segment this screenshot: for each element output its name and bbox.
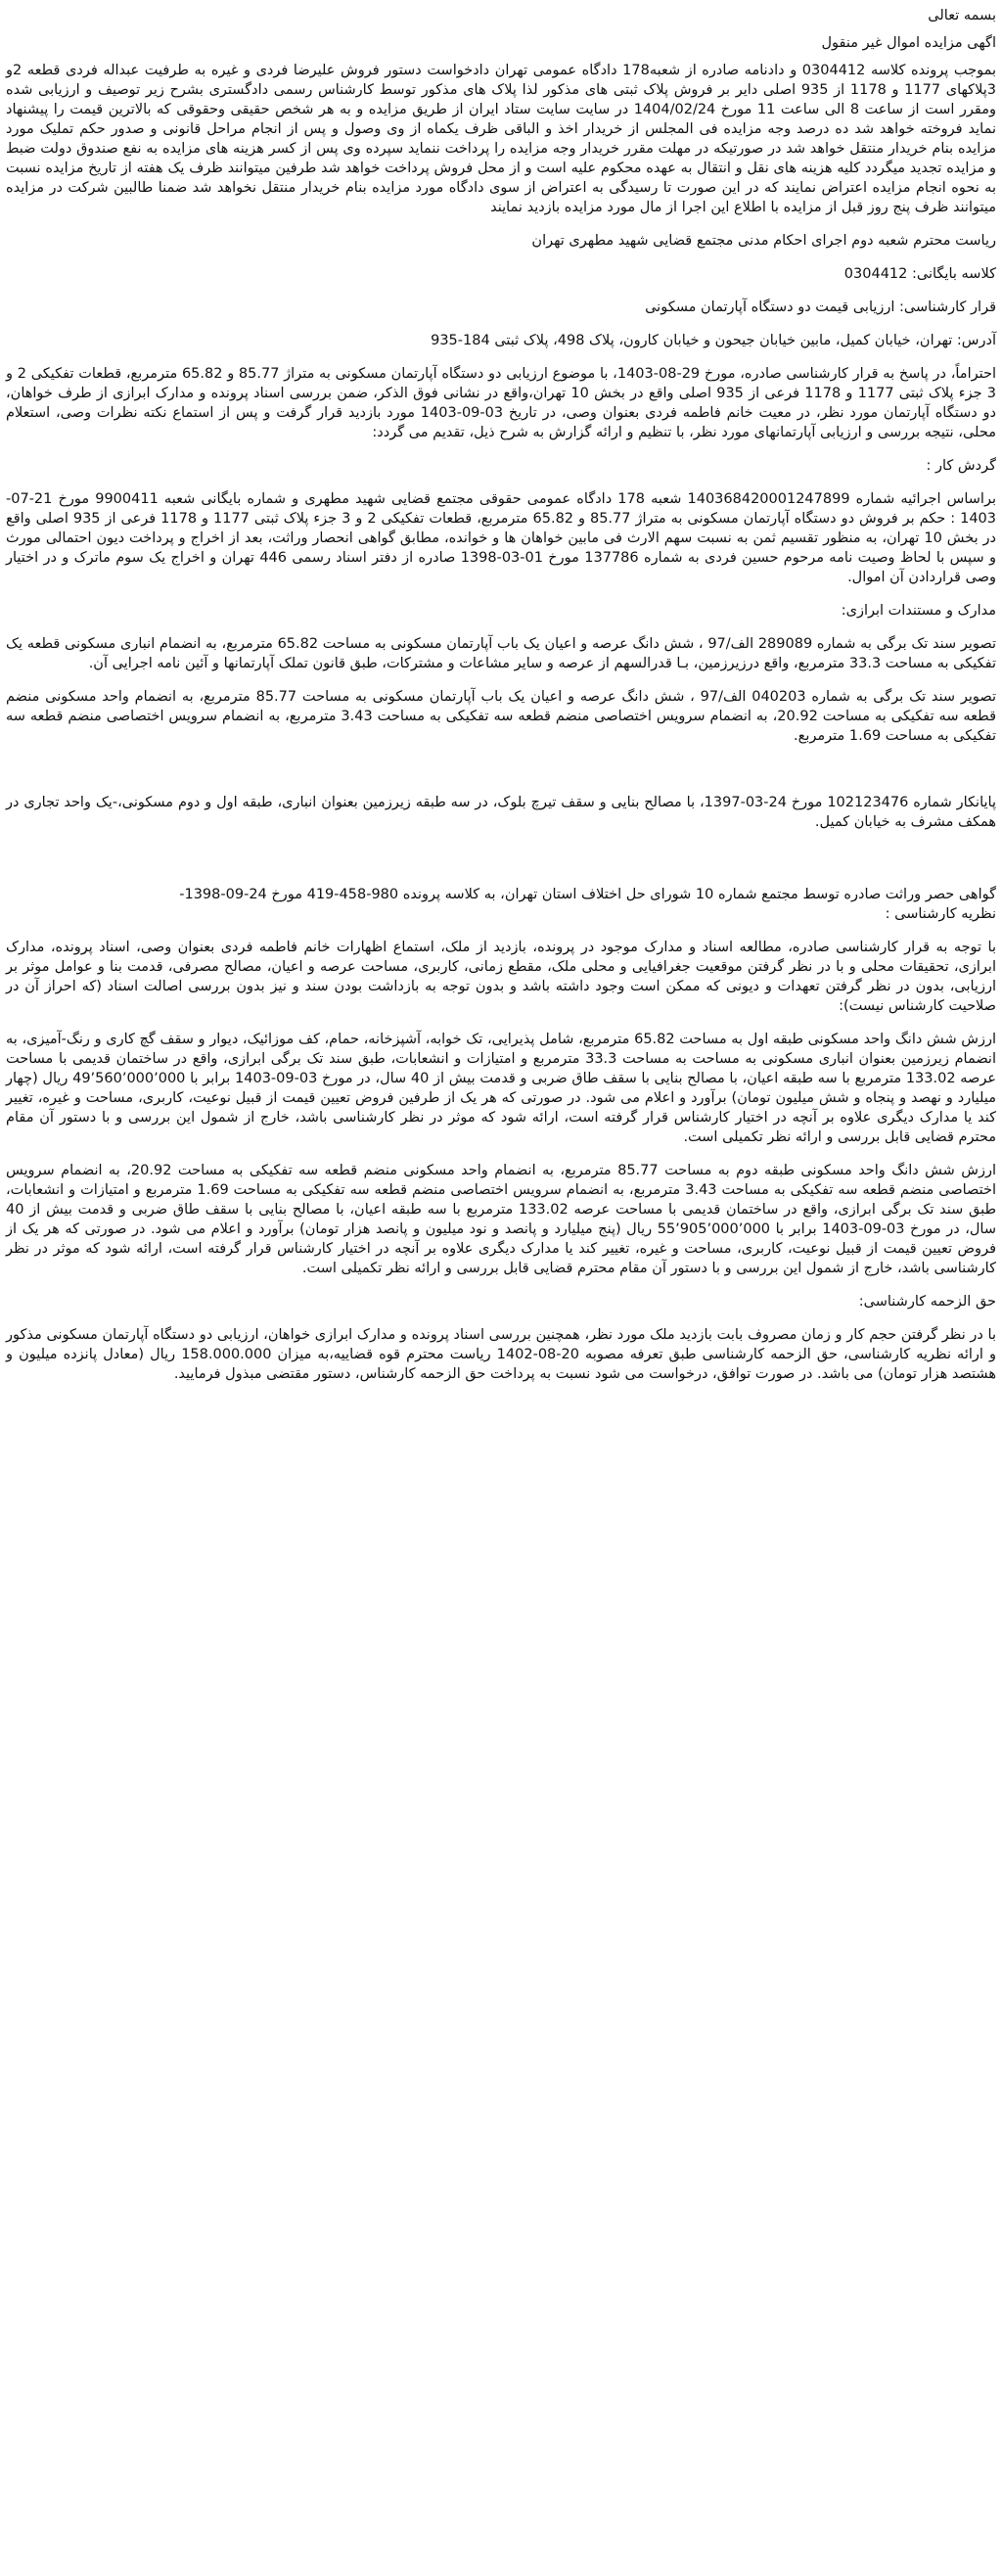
notice-document xyxy=(6,6,996,1384)
section-heading-documents: مدارک و مستندات ابرازی: xyxy=(841,603,996,619)
permit-paragraph: پایانکار شماره 102123476 مورخ 24-03-1397، با مصالح بنایی و سقف تیرچ بلوک، در سه طبقه زیرزمین بعنوان انباری، طبقه اول و دوم مسکونی،-یک واحد تجاری در همکف مشرف به خیابان کمیل. xyxy=(6,795,996,830)
intro-paragraph: بموجب پرونده کلاسه 0304412 و دادنامه صادره از شعبه178 دادگاه عمومی تهران دادخواست دستور فروش علیرضا فردی و غیره به طرفیت عبداله فردی قطعه 2و 3پلاکهای 1177 و 1178 از 935 اصلی دایر بر فروش پلاک ثبتی های مذکور لذا پلاک های مذکور توسط کارشناس رسمی دادگستری بشرح زیر توصیف و ارزیابی شده ومقرر است از ساعت 8 الی ساعت 11 مورخ 1404/02/24 در سایت سایت ستاد ایران از طریق مزایده و به هر شخص حقیقی وحقوقی که بالاترین قیمت را پیشنهاد نماید فروخته خواهد شد ده درصد وجه مزایده فی المجلس از خریدار اخذ و الباقی ظرف یکماه از وی وصول و پس از انجام مراحل قانونی و صدور حکم تملیک مورد مزایده بنام خریدار منتقل خواهد شد در صورتیکه در مهلت مقرر خریدار وجه مزایده را پرداخت ننماید سپرده وی پس از کسر هزینه های مزایده به نفع صندوق دولت ضبط و مزایده تجدید میگردد کلیه هزینه های نقل و انتقال به عهده محکوم علیه است و از محل فروش پرداخت خواهد شد طرفین میتوانند ظرف یک هفته از تاریخ مزایده نسبت به نحوه انجام مزایده اعتراض نمایند که در این صورت تا رسیدگی به اعتراض از سوی دادگاه مورد مزایده بنام خریدار منتقل نخواهد شد ضمنا طالبین شرکت در مزایده میتوانند ظرف پنج روز قبل از مزایده با اطلاع این اجرا از مال مورد مزایده بازدید نمایند xyxy=(6,63,997,215)
basmala: بسمه تعالی xyxy=(928,8,996,23)
section-heading-opinion: نظریه کارشناسی : xyxy=(885,906,996,922)
report-paragraph: براساس اجرائیه شماره 140368420001247899 شعبه 178 دادگاه عمومی حقوقی مجتمع قضایی شهید مطهری و شماره بایگانی شعبه 9900411 مورخ 21-07-1403 : حکم بر فروش دو دستگاه آپارتمان مسکونی به متراژ 85.77 و 65.82 مترمربع، قطعات تفکیکی 2 و 3 جزء پلاک ثبتی 1177 و 1178 فرعی از 935 اصلی واقع در بخش 10 تهران، به منظور تقسیم ثمن به نسبت سهم الارث فی مابین خواهان ها و خوانده، مطابق گواهی انحصار وراثت، بعد از اخراج و پرداخت دیون احتمالی مورث و سپس با لحاظ وصیت نامه مرحوم حسین فردی به شماره 137786 مورخ 01-03-1398 صادره از دفتر اسناد رسمی 446 تهران و اخراج یک سوم ماترک و در اختیار وصی قراردادن آن اموال. xyxy=(6,491,997,585)
opinion-paragraph: با توجه به قرار کارشناسی صادره، مطالعه اسناد و مدارک موجود در پرونده، بازدید از ملک، استماع اظهارات خانم فاطمه فردی بعنوان وصی، اسناد پرونده، مدارک ابرازی، تحقیقات محلی و با در نظر گرفتن موقعیت جغرافیایی و محلی ملک، مقطع زمانی، کاربری، مساحت عرصه و اعیان، مصالح مصرفی، قدمت بنا و عوامل موثر بر ارزیابی، بدون در نظر گرفتن تعهدات و دیونی که ممکن است وجود داشته باشد و بدون توجه به بازداشت بودن سند و نیز بدون بررسی اصالت اسناد (که احراز آن در صلاحیت کارشناس نیست): xyxy=(6,940,996,1014)
valuation-paragraph-2: ارزش شش دانگ واحد مسکونی طبقه دوم به مساحت 85.77 مترمربع، به انضمام واحد مسکونی منضم قطعه سه تفکیکی به مساحت 20.92، به انضمام سرویس اختصاصی منضم قطعه سه تفکیکی به مساحت 3.43 مترمربع، به انضمام سرویس اختصاصی منضم قطعه سه تفکیکی به مساحت 1.69 مترمربع و امتیازات و انشعابات، طبق سند تک برگی ابرازی، واقع در ساختمان قدیمی با مساحت عرصه 133.02 مترمربع با سه طبقه اعیان، با مصالح بنایی با سقف طاق ضربی و قدمت بیش از 40 سال، در مورخ 03-09-1403 برابر با 55٬905٬000٬000 ریال (پنج میلیارد و پانصد و نود میلیون و پانصد هزار تومان) برآورد و اعلام می شود. در صورتی که هر یک از فروض تعیین قیمت از قبیل نوعیت، کاربری، مساحت و غیره، تغییر کند یا مدارک دیگری علاوه بر آنچه در اختیار کارشناس قرار گرفته است، ارائه شود که موثر در نظر کارشناسی باشد، خارج از شمول این بررسی و با دستور آن مقام محترم قضایی قابل بررسی و ارائه نظر تکمیلی است. xyxy=(6,1163,997,1276)
deed-paragraph-2: تصویر سند تک برگی به شماره 040203 الف/97 ، شش دانگ عرصه و اعیان یک باب آپارتمان مسکونی به مساحت 85.77 مترمربع، به انضمام واحد مسکونی منضم قطعه سه تفکیکی به مساحت 20.92، به انضمام سرویس اختصاصی منضم قطعه سه تفکیکی به مساحت 3.43 مترمربع، به انضمام سرویس اختصاصی منضم قطعه سه تفکیکی به مساحت 1.69 مترمربع. xyxy=(6,689,996,744)
section-heading-report: گردش کار : xyxy=(926,458,996,474)
notice-heading: اگهی مزایده اموال غیر منقول xyxy=(821,35,996,51)
greeting-paragraph: احتراماً، در پاسخ به قرار کارشناسی صادره، مورخ 29-08-1403، با موضوع ارزیابی دو دستگاه آپارتمان مسکونی به متراژ 85.77 و 65.82 مترمربع، قطعات تفکیکی 2 و 3 جزء پلاک ثبتی 1177 و 1178 فرعی از 935 اصلی واقع در بخش 10 تهران،واقع در نشانی فوق الذکر، ضمن بررسی اسناد پرونده و مدارک ابرازی از طرف خواهان، دو دستگاه آپارتمان مورد نظر، در معیت خانم فاطمه فردی بعنوان وصی، در تاریخ 03-09-1403 مورد بازدید قرار گرفت و پس از استماع نکته نظرات وصی، استعلام محلی، نتیجه بررسی و ارزیابی آپارتمانهای مورد نظر، با تنظیم و ارائه گزارش به شرح ذیل، تقدیم می گردد: xyxy=(6,366,996,440)
office-line: ریاست محترم شعبه دوم اجرای احکام مدنی مجتمع قضایی شهید مطهری تهران xyxy=(531,233,996,249)
inheritance-certificate-line: گواهی حصر وراثت صادره توسط مجتمع شماره 10 شورای حل اختلاف استان تهران، به کلاسه پرونده 980-458-419 مورخ 24-09-1398- xyxy=(179,887,996,902)
fee-paragraph: با در نظر گرفتن حجم کار و زمان مصروف بابت بازدید ملک مورد نظر، همچنین بررسی اسناد پرونده و مدارک ابرازی خواهان، ارزیابی دو دستگاه آپارتمان مسکونی مذکور و ارائه نظریه کارشناسی، حق الزحمه کارشناسی طبق تعرفه مصوبه 20-08-1402 ریاست محترم قوه قضاییه،به میزان 158.000.000 ریال (معادل پانزده میلیون و هشتصد هزار تومان) می باشد. در صورت توافق، درخواست می شود نسبت به پرداخت حق الزحمه کارشناس، دستور مقتضی مبذول فرمایید. xyxy=(6,1327,996,1382)
valuation-paragraph-1: ارزش شش دانگ واحد مسکونی طبقه اول به مساحت 65.82 مترمربع، شامل پذیرایی، تک خوابه، آشپزخانه، حمام، کف موزائیک، دیوار و سقف گچ کاری و رنگ-آمیزی، به انضمام زیرزمین بعنوان انباری مسکونی به مساحت به مساحت 33.3 مترمربع و امتیازات و انشعابات، طبق سند تک برگی ابرازی، واقع در ساختمان قدیمی با مساحت عرصه 133.02 مترمربع با سه طبقه اعیان، با مصالح بنایی با سقف طاق ضربی و قدمت بیش از 40 سال، در مورخ 03-09-1403 برابر با 49٬560٬000٬000 ریال (چهار میلیارد و نهصد و پنجاه و شش میلیون تومان) برآورد و اعلام می شود. در صورتی که هر یک از طرفین فروض تعیین قیمت از قبیل نوعیت، کاربری، مساحت و غیره، تغییر کند یا مدارک دیگری علاوه بر آنچه در اختیار کارشناس قرار گرفته است، ارائه شود که موثر در نظر کارشناسی باشد، خارج از شمول این بررسی و با دستور آن مقام محترم قضایی قابل بررسی و ارائه نظر تکمیلی است. xyxy=(6,1032,997,1145)
file-number: کلاسه بایگانی: 0304412 xyxy=(843,266,996,282)
address-line: آدرس: تهران، خیابان کمیل، مابین خیابان جیحون و خیابان کارون، پلاک 498، پلاک ثبتی 184-935 xyxy=(431,333,996,348)
section-heading-fee: حق الزحمه کارشناسی: xyxy=(858,1294,996,1310)
subject-line: قرار کارشناسی: ارزیابی قیمت دو دستگاه آپارتمان مسکونی xyxy=(645,299,996,315)
deed-paragraph-1: تصویر سند تک برگی به شماره 289089 الف/97 ، شش دانگ عرصه و اعیان یک باب آپارتمان مسکونی به مساحت 65.82 مترمربع، به انضمام انباری مسکونی قطعه یک تفکیکی به مساحت 33.3 مترمربع، واقع درزیرزمین، بـا قدرالسهم از عرصه و سایر مشاعات و مشترکات، طبق قانون تملک آپارتمانها و آئین نامه اجرایی آن. xyxy=(6,636,997,671)
